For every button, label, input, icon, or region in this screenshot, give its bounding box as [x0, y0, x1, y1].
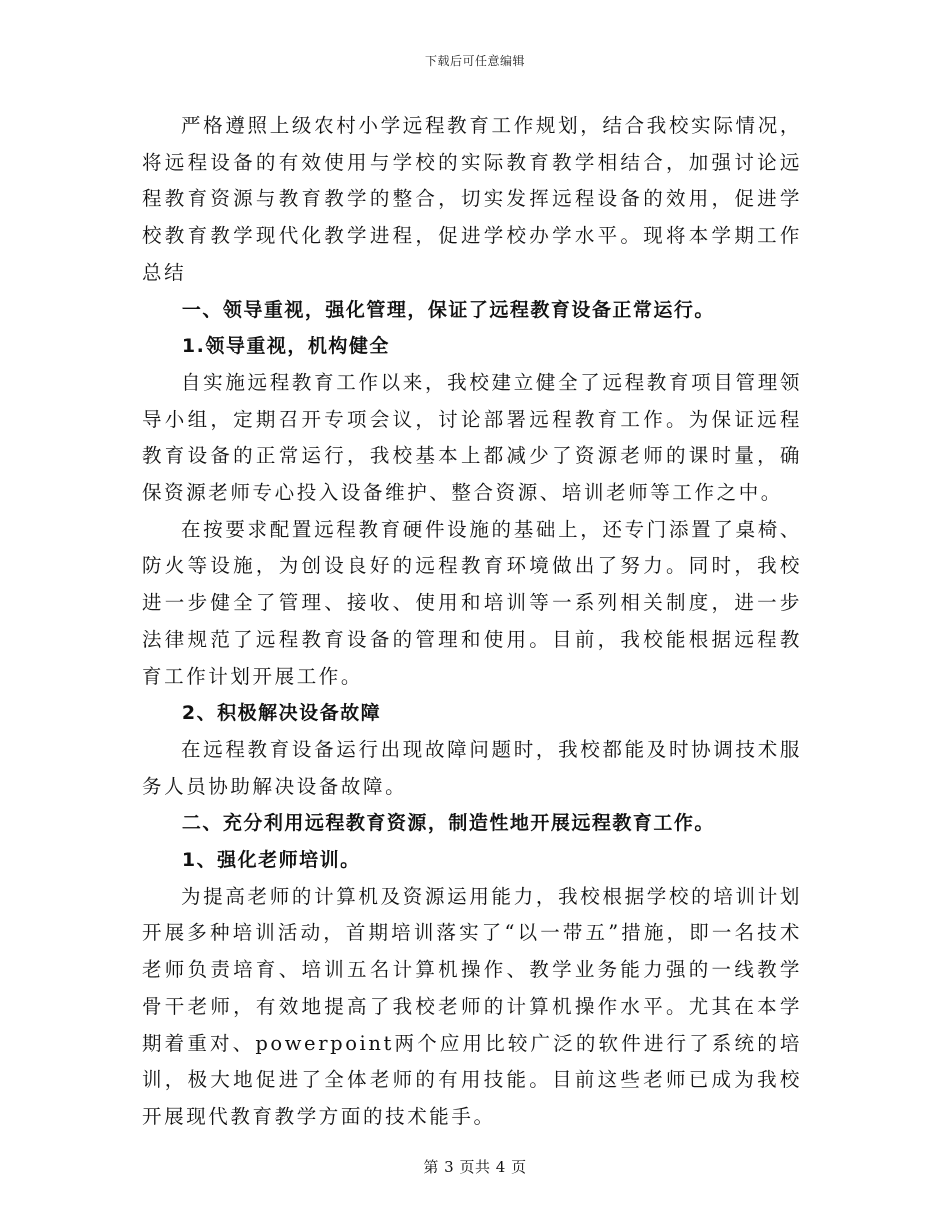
subsection-1-1-heading: 1.领导重视，机构健全: [181, 335, 390, 358]
subsection-1-1-paragraph-1: 自实施远程教育工作以来，我校建立健全了远程教育项目管理领导小组，定期召开专项会议，讨论部署远程教育工作。为保证远程教育设备的正常运行，我校基本上都减少了资源老师的课时量，确保资源老师专心投入设备维护、整合资源、培训老师等工作之中。: [142, 370, 802, 505]
subsection-2-1-paragraph: 为提高老师的计算机及资源运用能力，我校根据学校的培训计划开展多种培训活动，首期培训落实了“以一带五”措施，即一名技术老师负责培育、培训五名计算机操作、教学业务能力强的一线教学骨干老师，有效地提高了我校老师的计算机操作水平。尤其在本学期着重对、powerpoint两个应用比较广泛的软件进行了系统的培训，极大地促进了全体老师的有用技能。目前这些老师已成为我校开展现代教育教学方面的技术能手。: [142, 884, 802, 1128]
section-2-heading: 二、充分利用远程教育资源，制造性地开展远程教育工作。: [181, 812, 715, 835]
intro-paragraph: 严格遵照上级农村小学远程教育工作规划，结合我校实际情况，将远程设备的有效使用与学校的实际教育教学相结合，加强讨论远程教育资源与教育教学的整合，切实发挥远程设备的效用，促进学校教育教学现代化教学进程，促进学校办学水平。现将本学期工作总结: [142, 114, 802, 284]
subsection-1-1-paragraph-2: 在按要求配置远程教育硬件设施的基础上，还专门添置了桌椅、防火等设施，为创设良好的远程教育环境做出了努力。同时，我校进一步健全了管理、接收、使用和培训等一系列相关制度，进一步法律规范了远程教育设备的管理和使用。目前，我校能根据远程教育工作计划开展工作。: [142, 517, 802, 688]
subsection-2-1-heading: 1、强化老师培训。: [181, 849, 361, 872]
section-1-heading: 一、领导重视，强化管理，保证了远程教育设备正常运行。: [181, 298, 715, 321]
page-indicator: 第 3 页共 4 页: [423, 1158, 527, 1176]
header-note: 下载后可任意编辑: [424, 54, 525, 68]
subsection-1-2-heading: 2、积极解决设备故障: [181, 702, 382, 725]
subsection-1-2-paragraph: 在远程教育设备运行出现故障问题时，我校都能及时协调技术服务人员协助解决设备故障。: [142, 737, 802, 798]
document-body: [142, 108, 802, 1136]
